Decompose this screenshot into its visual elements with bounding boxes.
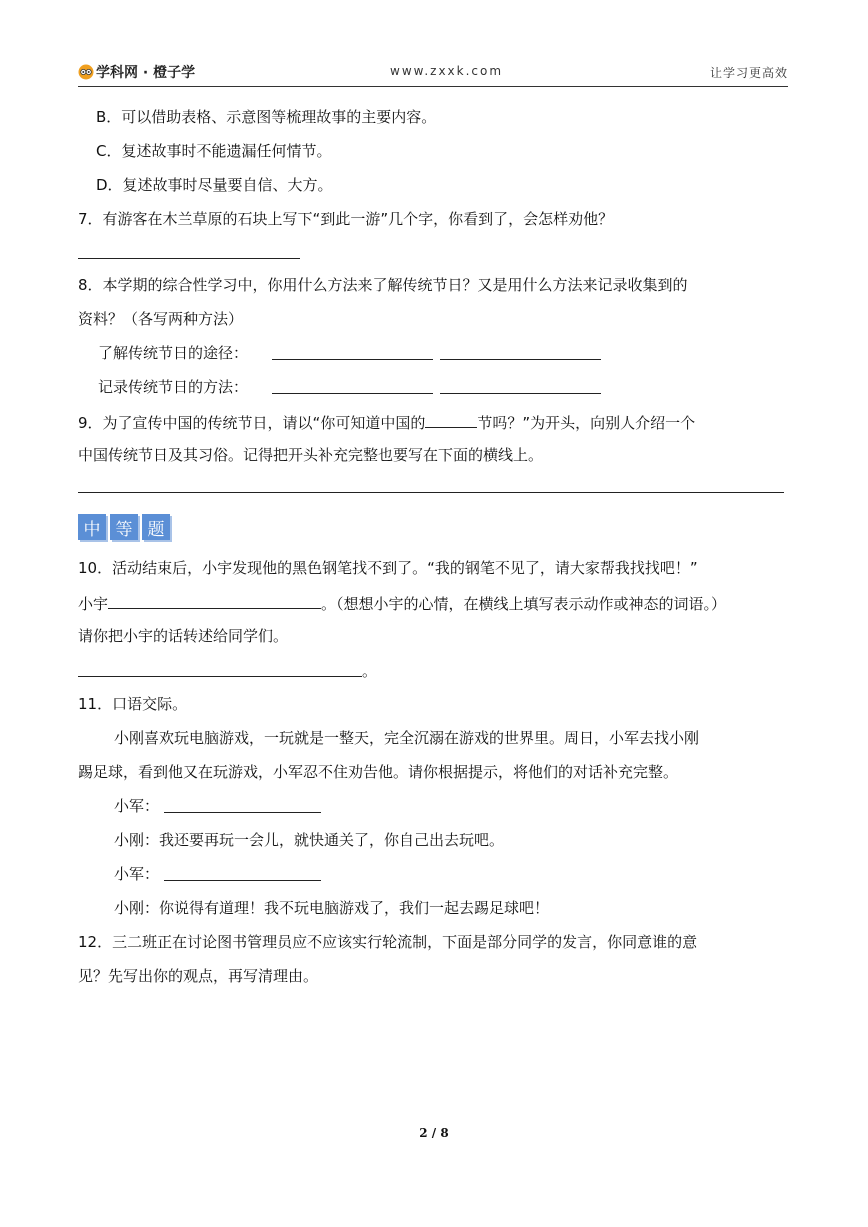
q10-instruction: 。（想想小宇的心情，在横线上填写表示动作或神态的词语。） [321,595,727,613]
q9-text-after-blank: 节吗？”为开头，向别人介绍一个 [477,414,696,432]
q8-way-blank-2[interactable] [440,359,601,360]
q11-jun-label-1: 小军： [114,797,160,815]
page-header [78,62,788,86]
q6-option-c: C．复述故事时不能遗漏任何情节。 [96,142,332,160]
header-divider [78,86,788,87]
q8-record-blank-2[interactable] [440,393,601,394]
badge-char-2: 等 [110,514,138,540]
q12-question-line2: 见？先写出你的观点，再写清理由。 [78,967,319,985]
q7-answer-line[interactable] [78,258,300,259]
q11-gang-line-1: 小刚：我还要再玩一会儿，就快通关了，你自己出去玩吧。 [114,831,505,849]
badge-char-3: 题 [142,514,170,540]
q11-jun-blank-1[interactable] [164,812,321,813]
site-url[interactable]: www.zxxk.com [390,64,504,78]
badge-char-1: 中 [78,514,106,540]
owl-logo-icon [78,64,94,80]
q7-question: 7．有游客在木兰草原的石块上写下“到此一游”几个字，你看到了，会怎样劝他？ [78,210,614,228]
q10-action-blank[interactable] [108,592,321,609]
q10-answer-line[interactable] [78,676,362,677]
page-number: 2 / 8 [419,1126,449,1140]
q6-option-b: B．可以借助表格、示意图等梳理故事的主要内容。 [96,108,437,126]
q11-paragraph-line1: 小刚喜欢玩电脑游戏，一玩就是一整天，完全沉溺在游戏的世界里。周日，小军去找小刚 [114,729,700,747]
q11-jun-label-2: 小军： [114,865,160,883]
q8-question-line2: 资料？（各写两种方法） [78,310,244,328]
q9-festival-blank[interactable] [425,411,477,428]
q10-question-line3: 请你把小宇的话转述给同学们。 [78,627,289,645]
q11-paragraph-line2: 踢足球，看到他又在玩游戏，小军忍不住劝告他。请你根据提示，将他们的对话补充完整。 [78,763,679,781]
q9-text-before-blank: 9．为了宣传中国的传统节日，请以“你可知道中国的 [78,414,426,432]
q11-title: 11．口语交际。 [78,695,188,713]
q9-question-line1 [78,411,695,433]
q10-end-mark: 。 [362,662,378,680]
q10-xiaoyu: 小宇 [78,595,109,613]
q9-question-line2: 中国传统节日及其习俗。记得把开头补充完整也要写在下面的横线上。 [78,446,544,464]
logo-text: 学科网 · 橙子学 [96,65,196,81]
section-badge-medium [78,514,170,540]
q9-answer-line[interactable] [78,492,784,493]
q8-way-blank-1[interactable] [272,359,433,360]
q10-question-line2 [78,592,726,614]
q8-way-label: 了解传统节日的途径： [98,344,249,362]
header-slogan: 让学习更高效 [709,66,788,80]
q11-jun-blank-2[interactable] [164,880,321,881]
logo [78,62,195,82]
q12-question-line1: 12．三二班正在讨论图书管理员应不应该实行轮流制，下面是部分同学的发言，你同意谁的意 [78,933,698,951]
q6-option-d: D．复述故事时尽量要自信、大方。 [96,176,333,194]
q8-record-label: 记录传统节日的方法： [98,378,249,396]
q11-gang-line-2: 小刚：你说得有道理！我不玩电脑游戏了，我们一起去踢足球吧！ [114,899,550,917]
q10-question-line1: 10．活动结束后，小宇发现他的黑色钢笔找不到了。“我的钢笔不见了，请大家帮我找找吧！” [78,559,698,577]
q8-question-line1: 8．本学期的综合性学习中，你用什么方法来了解传统节日？又是用什么方法来记录收集到的 [78,276,688,294]
q8-record-blank-1[interactable] [272,393,433,394]
